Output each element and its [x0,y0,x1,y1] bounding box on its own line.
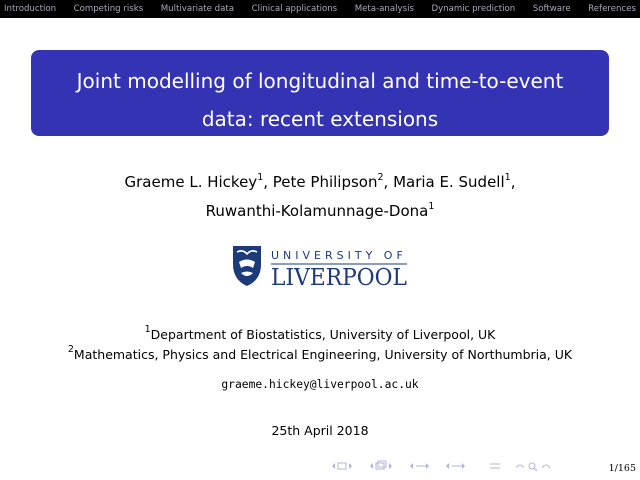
nav-search-undo-redo-icon[interactable] [516,463,550,471]
authors-line-1: Graeme L. Hickey$^1$, Pete Philipson$^2$, Maria E. Sudell$^1$, [124,172,516,191]
university-logo [231,244,411,288]
nav-references[interactable]: References [588,4,636,14]
logo-bottom-text: LIVERPOOL [271,265,407,288]
nav-meta-analysis[interactable]: Meta-analysis [354,4,414,14]
affiliation-1 [0,325,640,345]
affiliation-2 [0,345,640,365]
nav-appendix-icon[interactable] [490,464,500,468]
nav-document-prev-next-icon[interactable] [446,463,465,469]
page-number: 1/165 [608,463,636,474]
logo-top-text: UNIVERSITY OF [271,249,407,262]
affil-marker: 1 [144,324,151,335]
affil-marker: 2 [67,344,74,355]
title-line-1: Joint modelling of longitudinal and time-to-event [76,69,564,93]
email-address[interactable]: graeme.hickey@liverpool.ac.uk [221,378,419,391]
author-name: Graeme L. Hickey [124,173,258,191]
authors-line-2 [0,197,640,226]
crest-icon [233,246,261,286]
nav-competing-risks[interactable]: Competing risks [73,4,144,14]
authors [0,168,640,226]
nav-introduction[interactable]: Introduction [4,4,57,14]
nav-software[interactable]: Software [532,4,571,14]
affil-text: Mathematics, Physics and Electrical Engineering, University of Northumbria, UK [73,347,573,362]
nav-subsection-prev-next-icon[interactable] [370,461,392,469]
affiliations [0,325,640,365]
title-line-2: data: recent extensions [201,107,439,131]
presentation-date: 25th April 2018 [271,423,369,438]
nav-multivariate-data[interactable]: Multivariate data [160,4,235,14]
author-name: Maria E. Sudell [393,173,505,191]
author-affil-marker: 1 [428,201,435,212]
affil-text: Department of Biostatistics, University of Liverpool, UK [150,327,496,342]
author-affil-marker: 1 [504,172,511,183]
section-navbar [0,0,640,18]
title-box [31,50,609,136]
nav-section-prev-next-icon[interactable] [410,463,429,469]
author-name: Ruwanthi-Kolamunnage-Dona [205,202,429,220]
nav-dynamic-prediction[interactable]: Dynamic prediction [431,4,516,14]
author-name: Pete Philipson [272,173,378,191]
beamer-navigation-controls [330,460,560,472]
nav-frame-prev-next-icon[interactable] [332,463,352,469]
nav-clinical-applications[interactable]: Clinical applications [251,4,338,14]
author-affil-marker: 1 [257,172,264,183]
author-affil-marker: 2 [377,172,384,183]
